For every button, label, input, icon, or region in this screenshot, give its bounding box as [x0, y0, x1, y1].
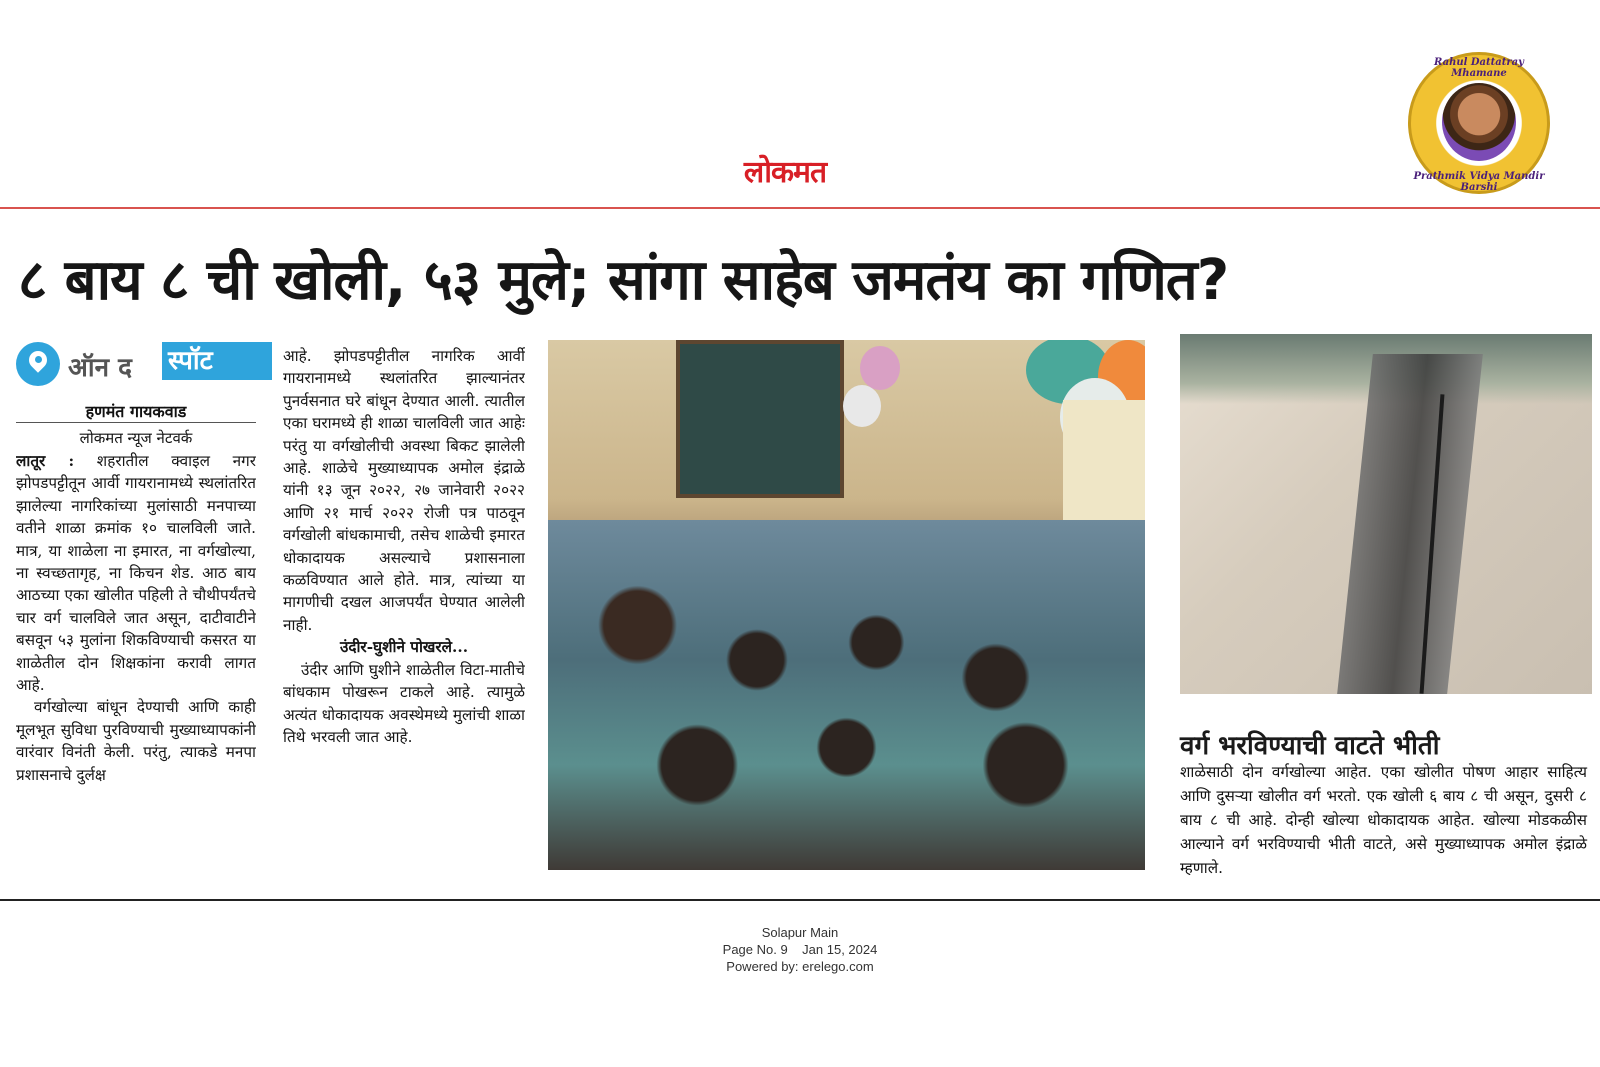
location-pin-icon	[16, 342, 60, 386]
badge-top-text: Rahul Dattatray Mhamane	[1434, 57, 1524, 79]
portrait-image	[1442, 83, 1516, 161]
tag-part2: स्पॉट	[162, 342, 272, 380]
blackboard	[676, 340, 844, 498]
column1-para2: वर्गखोल्या बांधून देण्याची आणि काही मूलभूत सुविधा पुरविण्याची मुख्याध्यापकांनी वारंवार विनंती केली. परंतु, त्याकडे मनपा प्रशासनाचे दुर्लक्ष	[16, 698, 256, 784]
classroom-photo	[548, 340, 1145, 870]
balloon-white	[843, 385, 881, 427]
masthead-logo: लोकमत	[743, 155, 827, 190]
column1-para1: शहरातील क्वाइल नगर झोपडपट्टीतून आर्वी गायरानामध्ये स्थलांतरित झालेल्या नागरिकांच्या मुलांसाठी मनपाच्या वतीने शाळा क्रमांक १० चालविली जाते. मात्र, या शाळेला ना इमारत, ना वर्गखोल्या, ना स्वच्छतागृह, ना किचन शेड. आठ बाय आठच्या एका खोलीत पहिली ते चौथीपर्यंतचे चार वर्ग चालविले जात असून, दाटीवाटीने बसवून ५३ मुलांना शिकविण्याची कसरत या शाळेतील दोन शिक्षकांना करावी लागत आहे.	[16, 452, 256, 695]
footer-page: Page No. 9	[722, 942, 788, 957]
byline-divider	[16, 422, 256, 423]
tag-part1: ऑन द	[68, 353, 132, 383]
wall-crack-photo	[1180, 334, 1592, 694]
sidebar-body: शाळेसाठी दोन वर्गखोल्या आहेत. एका खोलीत पोषण आहार साहित्य आणि दुसऱ्या खोलीत वर्ग भरतो. एक खोली ६ बाय ८ ची असून, दुसरी ८ बाय ८ ची आहे. दोन्ही खोल्या धोकादायक आहेत. खोल्या मोडकळीस आल्याने वर्ग भरविण्याची भीती वाटते, असे मुख्याध्यापक अमोल इंद्राळे म्हणाले.	[1180, 763, 1587, 877]
balloon-pink	[860, 346, 900, 390]
top-rule	[0, 207, 1600, 209]
column2-subhead: उंदीर-घुशीने पोखरले...	[339, 638, 469, 657]
footer-date: Jan 15, 2024	[802, 942, 878, 957]
column2-para2: उंदीर आणि घुशीने शाळेतील विटा-मातीचे बांधकाम पोखरून टाकले आहे. त्यामुळे अत्यंत धोकादायक अवस्थेमध्ये मुलांची शाळा तिथे भरवली जात आहे.	[283, 660, 525, 746]
damaged-wall-band	[1337, 354, 1483, 694]
column2-para1: आहे. झोपडपट्टीतील नागरिक आर्वी गायरानामध्ये स्थलांतरित झाल्यानंतर पुनर्वसनात घरे बांधून देण्यात आली. त्यातील एका घरामध्ये ही शाळा चालविली जात आहेः परंतु या वर्गखोलीची अवस्था बिकट झालेली आहे. शाळेचे मुख्याध्यापक अमोल इंद्राळे यांनी १३ जून २०२२, २७ जानेवारी २०२२ आणि २१ मार्च २०२२ रोजी पत्र पाठवून वर्गखोली बांधकामाची, तसेच शाळेची इमारत धोकादायक असल्याचे प्रशासनाला कळविण्यात आले होते. मात्र, त्यांच्या या मागणीची दखल आजपर्यंत घेण्यात आलेली नाही.	[283, 347, 525, 634]
news-network: लोकमत न्यूज नेटवर्क	[79, 429, 193, 447]
footer-edition: Solapur Main	[761, 925, 839, 940]
on-the-spot-tag	[16, 342, 256, 388]
badge-bottom-text: Prathmik Vidya Mandir Barshi	[1413, 171, 1545, 193]
profile-badge	[1408, 52, 1550, 194]
article-column-1	[16, 450, 256, 870]
headline: ८ बाय ८ ची खोली, ५३ मुले; सांगा साहेब जमतंय का गणित?	[18, 248, 1229, 313]
page-footer	[600, 924, 1000, 975]
author-byline: हणमंत गायकवाड	[85, 402, 187, 421]
footer-page-line	[600, 941, 1000, 958]
seated-children	[548, 520, 1145, 870]
sidebar-title: वर्ग भरविण्याची वाटते भीती	[1180, 731, 1440, 761]
footer-powered: Powered by: erelego.com	[726, 959, 874, 974]
dateline: लातूर :	[16, 452, 75, 470]
bottom-rule	[0, 899, 1600, 901]
article-column-2	[283, 345, 525, 885]
